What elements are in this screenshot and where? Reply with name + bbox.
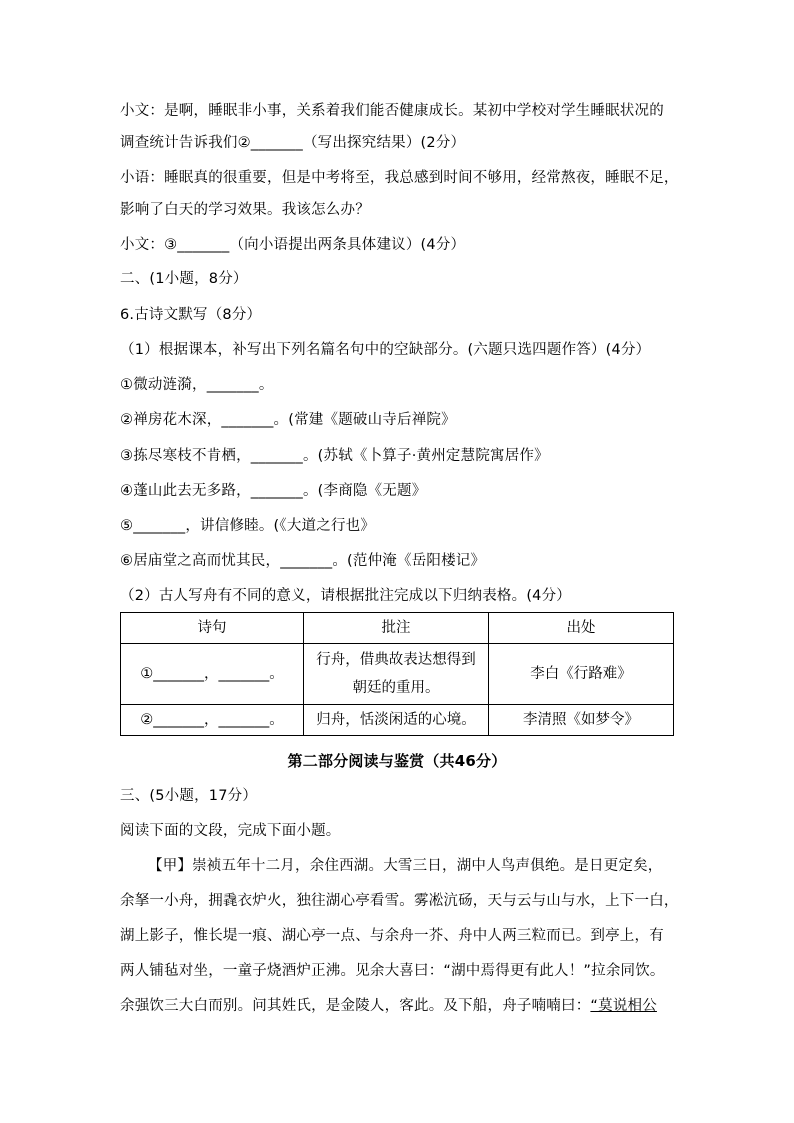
reading-instruction: 阅读下面的文段，完成下面小题。 [120,823,341,839]
dialogue-line: 调查统计告诉我们②_______（写出探究结果）(2分） [120,135,466,151]
dialogue-line: 小文：是啊，睡眠非小事，关系着我们能否健康成长。某初中学校对学生睡眠状况的 [120,103,664,119]
fill-blank-item: ⑥居庙堂之高而忧其民，_______。(范仲淹《岳阳楼记》 [120,553,486,569]
dialogue-line: 小语：睡眠真的很重要，但是中考将至，我总感到时间不够用，经常熬夜，睡眠不足， [120,170,679,186]
note-cell [304,644,489,705]
verse-cell: ①_______，_______。 [121,644,304,705]
fill-blank-item: ②禅房花木深，_______。(常建《题破山寺后禅院》 [120,412,456,428]
fill-blank-item: ①微动涟漪，_______。 [120,377,274,393]
table-header-row [121,613,674,644]
fill-blank-item: ⑤_______，讲信修睦。(《大道之行也》 [120,518,376,534]
source-cell: 李白《行路难》 [489,644,674,705]
passage-line: 两人铺毡对坐，一童子烧酒炉正沸。见余大喜曰：“湖中焉得更有此人！”拉余同饮。 [120,963,665,979]
verse-cell: ②_______，_______。 [121,705,304,736]
question-instruction: （2）古人写舟有不同的意义，请根据批注完成以下归纳表格。(4分） [120,588,572,604]
note-line: 行舟，借典故表达想得到 [316,652,476,668]
passage-line [120,996,680,1016]
dialogue-line: 影响了白天的学习效果。我该怎么办？ [120,202,370,218]
table-header-cell: 诗句 [121,613,304,644]
question-instruction: （1）根据课本，补写出下列名篇名句中的空缺部分。(六题只选四题作答）(4分） [120,342,651,358]
note-cell [304,705,489,736]
note-line: 朝廷的重用。 [352,680,440,696]
fill-blank-item: ④蓬山此去无多路，_______。(李商隐《无题》 [120,483,427,499]
table-header-cell: 出处 [489,613,674,644]
section-heading-2: 二、(1小题，8分） [120,271,248,287]
fill-blank-item: ③拣尽寒枝不肯栖，_______。(苏轼《卜算子·黄州定慧院寓居作》 [120,448,549,464]
table-row [121,705,674,736]
question-title: 6.古诗文默写（8分） [120,307,262,323]
dialogue-line: 小文：③_______（向小语提出两条具体建议）(4分） [120,237,466,253]
table-header-cell: 批注 [304,613,489,644]
table-row [121,644,674,705]
part-heading: 第二部分阅读与鉴赏（共46分） [287,752,507,770]
source-cell: 李清照《如梦令》 [489,705,674,736]
underlined-quote: “莫说相公 [590,998,657,1014]
passage-text: 余强饮三大白而别。问其姓氏，是金陵人，客此。及下船，舟子喃喃曰： [120,998,591,1014]
passage-line: 湖上影子，惟长堤一痕、湖心亭一点、与余舟一芥、舟中人两三粒而已。到亭上，有 [120,928,664,944]
note-line: 归舟，恬淡闲适的心境。 [316,712,476,728]
summary-table [120,612,674,736]
passage-line: 【甲】崇祯五年十二月，余住西湖。大雪三日，湖中人鸟声俱绝。是日更定矣， [148,858,663,874]
section-heading-3: 三、(5小题，17分） [120,788,258,804]
passage-line: 余拏一小舟，拥毳衣炉火，独往湖心亭看雪。雾凇沆砀，天与云与山与水，上下一白， [120,893,679,909]
